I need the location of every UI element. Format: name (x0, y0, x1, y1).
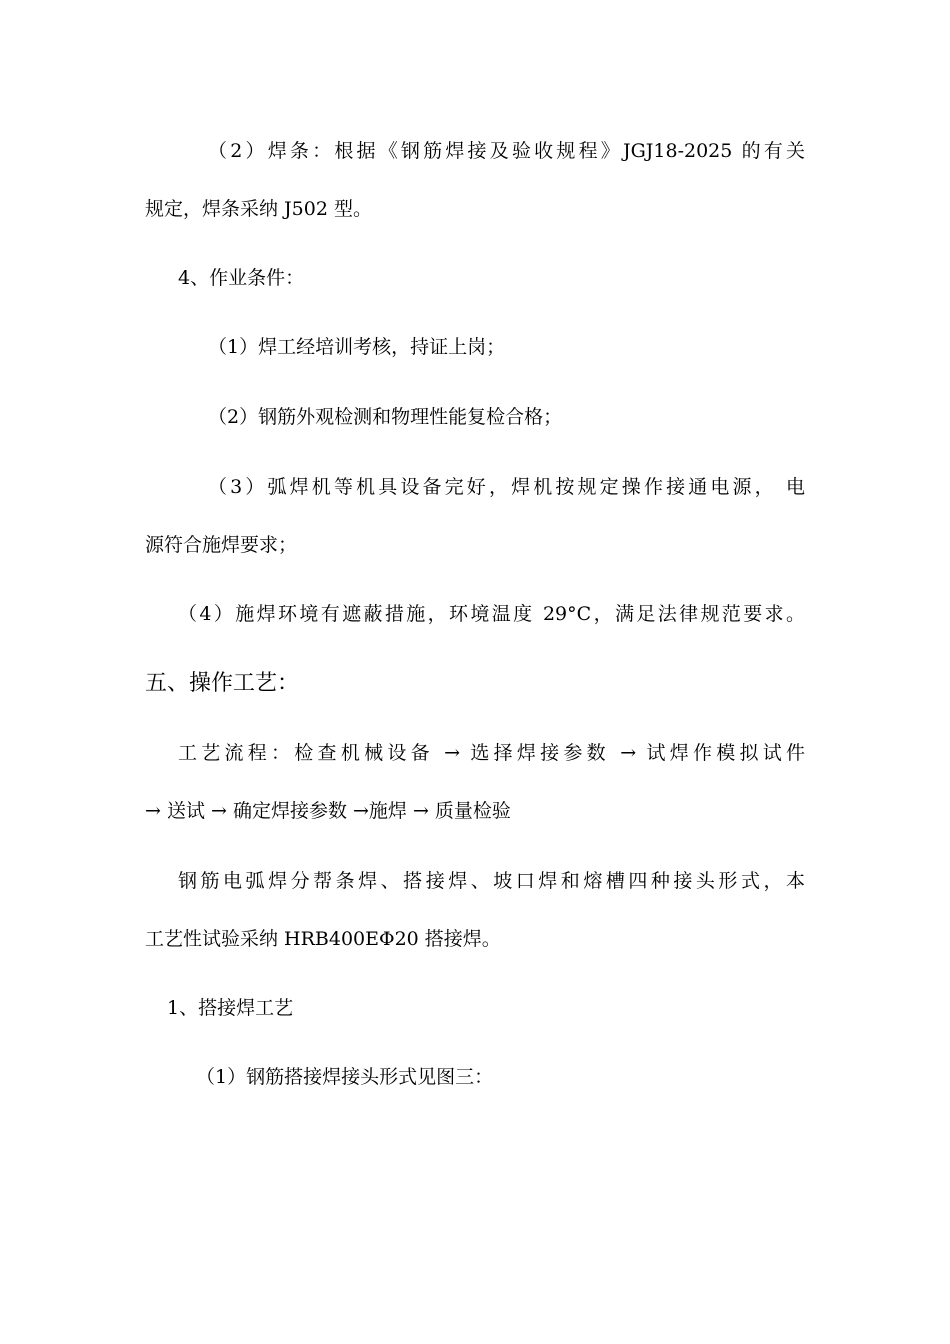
condition-item-2: （2）钢筋外观检测和物理性能复检合格； (208, 406, 563, 428)
lap-welding-item-1: （1）钢筋搭接焊接头形式见图三： (196, 1066, 494, 1088)
condition-item-3-line-1: （3）弧焊机等机具设备完好，焊机按规定操作接通电源， 电 (208, 476, 805, 498)
process-flow-line-1: 工艺流程：检查机械设备 → 选择焊接参数 → 试焊作模拟试件 (178, 742, 805, 764)
paragraph-electrode-line-1: （2）焊条：根据《钢筋焊接及验收规程》JGJ18-2025 的有关 (208, 140, 805, 162)
lap-welding-heading: 1、搭接焊工艺 (167, 997, 294, 1019)
condition-item-4: （4）施焊环境有遮蔽措施，环境温度 29°C，满足法律规范要求。 (178, 603, 805, 625)
section-five-heading: 五、操作工艺： (145, 671, 300, 696)
process-flow-line-2: → 送试 → 确定焊接参数 →施焊 → 质量检验 (145, 800, 511, 822)
condition-item-3-line-2: 源符合施焊要求； (145, 534, 298, 556)
paragraph-electrode-line-2: 规定，焊条采纳 J502 型。 (145, 198, 372, 220)
welding-types-line-2: 工艺性试验采纳 HRB400EΦ20 搭接焊。 (145, 928, 501, 950)
condition-item-1: （1）焊工经培训考核，持证上岗； (208, 336, 506, 358)
section-work-conditions-heading: 4、作业条件： (178, 267, 305, 289)
welding-types-line-1: 钢筋电弧焊分帮条焊、搭接焊、坡口焊和熔槽四种接头形式，本 (178, 870, 805, 892)
